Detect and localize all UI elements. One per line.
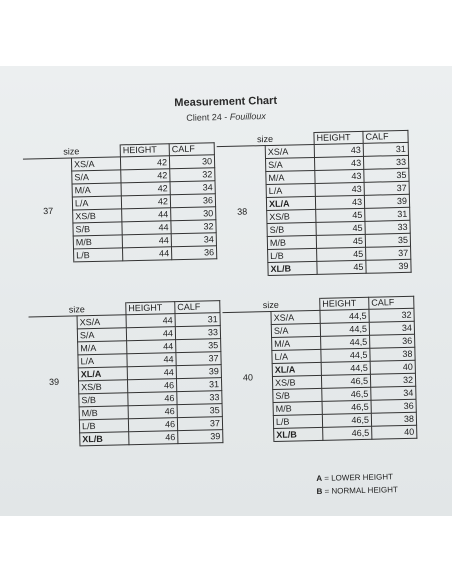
size-code-cell: XL/A [78,367,127,381]
height-cell: 46 [129,431,178,445]
size-code-cell: S/A [271,323,320,337]
calf-cell: 33 [177,391,222,405]
legend [316,470,398,498]
height-cell: 43 [315,195,364,209]
calf-cell: 33 [365,220,410,234]
size-code-cell: L/A [272,349,321,363]
height-cell: 45 [316,208,365,222]
height-cell: 46 [128,405,177,419]
calf-cell: 30 [171,207,216,221]
height-cell: 44 [122,221,171,235]
calf-cell: 33 [363,155,408,169]
calf-cell: 36 [371,399,416,413]
size-code-cell: M/A [272,336,321,350]
height-cell: 44,5 [320,322,369,336]
height-cell: 44 [122,247,171,261]
calf-cell: 32 [171,220,216,234]
size-code-cell: L/A [266,183,315,197]
height-cell: 42 [121,195,170,209]
header-calf: CALF [369,296,414,309]
height-cell: 44 [127,366,176,380]
header-size: size [28,303,126,317]
header-height: HEIGHT [320,297,369,310]
height-cell: 46,5 [322,400,371,414]
calf-cell: 37 [176,352,221,366]
calf-cell: 31 [176,378,221,392]
calf-cell: 39 [176,365,221,379]
calf-cell: 37 [177,417,222,431]
size-code-cell: M/A [72,183,121,197]
size-code-cell: XS/B [73,209,122,223]
size-code-cell: M/B [267,235,316,249]
size-code-cell: XS/A [271,310,320,324]
size-code-cell: XL/B [268,261,317,275]
size-code-cell: XL/A [272,362,321,376]
size-label: 38 [217,146,268,277]
size-code-cell: S/A [77,328,126,342]
size-code-cell: M/B [273,401,322,415]
size-code-cell: S/B [273,388,322,402]
calf-cell: 37 [364,181,409,195]
height-cell: 46 [128,418,177,432]
height-cell: 45 [317,247,366,261]
size-code-cell: XL/B [274,427,323,441]
header-size: size [216,132,314,146]
size-table-40 [222,296,417,443]
calf-cell: 32 [370,373,415,387]
height-cell: 42 [121,169,170,183]
header-height: HEIGHT [314,131,363,144]
legend-b-key: B [316,486,323,496]
height-cell: 44,5 [321,348,370,362]
height-cell: 46 [128,392,177,406]
size-table-39 [28,300,223,447]
height-cell: 46,5 [322,413,371,427]
calf-cell: 36 [170,194,215,208]
size-code-cell: XS/B [272,375,321,389]
calf-cell: 35 [177,404,222,418]
legend-a-text: = LOWER HEIGHT [321,472,394,483]
size-code-cell: M/A [78,341,127,355]
size-code-cell: XS/B [79,380,128,394]
calf-cell: 39 [364,194,409,208]
height-cell: 43 [314,143,363,157]
calf-cell: 34 [171,233,216,247]
size-label: 39 [29,316,80,447]
header-height: HEIGHT [120,144,169,157]
calf-cell: 35 [176,339,221,353]
calf-cell: 38 [370,347,415,361]
calf-cell: 38 [371,412,416,426]
size-code-cell: XS/A [265,144,314,158]
height-cell: 45 [316,221,365,235]
calf-cell: 34 [170,181,215,195]
size-code-cell: S/B [73,222,122,236]
height-cell: 43 [315,182,364,196]
calf-cell: 32 [369,308,414,322]
paper-sheet [0,66,452,516]
size-code-cell: M/B [79,406,128,420]
header-calf: CALF [169,143,214,156]
calf-cell: 39 [178,430,223,444]
height-cell: 44,5 [320,309,369,323]
size-code-cell: S/B [79,393,128,407]
calf-cell: 31 [363,142,408,156]
height-cell: 44 [122,234,171,248]
size-code-cell: L/A [78,354,127,368]
legend-b-text: = NORMAL HEIGHT [322,485,398,496]
height-cell: 46 [127,379,176,393]
chart-title: Measurement Chart [174,94,278,110]
size-table-38 [216,130,411,277]
calf-cell: 36 [370,334,415,348]
height-cell: 44 [126,314,175,328]
calf-cell: 34 [371,386,416,400]
height-cell: 44 [122,208,171,222]
size-code-cell: L/B [273,414,322,428]
calf-cell: 36 [171,246,216,260]
size-code-cell: XL/B [80,432,129,446]
header-height: HEIGHT [126,302,175,315]
client-name: Fouilloux [229,111,266,122]
calf-cell: 39 [366,259,411,273]
size-label: 37 [23,158,74,263]
height-cell: 44 [126,327,175,341]
calf-cell: 32 [170,168,215,182]
calf-cell: 35 [364,168,409,182]
legend-a-key: A [316,473,323,483]
size-code-cell: XL/A [266,196,315,210]
size-code-cell: XS/A [71,157,120,171]
height-cell: 45 [317,260,366,274]
size-code-cell: XS/A [77,315,126,329]
calf-cell: 30 [169,155,214,169]
calf-cell: 37 [366,246,411,260]
sheet-content [0,66,452,516]
height-cell: 44 [127,340,176,354]
height-cell: 43 [314,156,363,170]
header-size: size [23,145,121,159]
height-cell: 42 [121,182,170,196]
legend-b [316,483,398,498]
calf-cell: 33 [175,326,220,340]
height-cell: 45 [316,234,365,248]
height-cell: 46,5 [321,374,370,388]
calf-cell: 34 [369,321,414,335]
size-code-cell: L/B [79,419,128,433]
height-cell: 44,5 [321,361,370,375]
calf-cell: 40 [372,425,417,439]
size-code-cell: M/A [266,170,315,184]
height-cell: 46,5 [323,426,372,440]
header-calf: CALF [363,130,408,143]
size-label: 40 [222,311,273,442]
subtitle-prefix: Client 24 - [186,111,230,123]
calf-cell: 31 [175,313,220,327]
calf-cell: 31 [365,207,410,221]
size-code-cell: S/B [267,222,316,236]
height-cell: 44 [127,353,176,367]
height-cell: 44,5 [321,335,370,349]
size-code-cell: L/A [72,196,121,210]
size-code-cell: M/B [73,235,122,249]
size-code-cell: XS/B [267,209,316,223]
size-code-cell: L/B [268,248,317,262]
calf-cell: 35 [365,233,410,247]
size-table-37 [23,142,218,263]
size-code-cell: L/B [74,248,123,262]
size-code-cell: S/A [72,170,121,184]
height-cell: 43 [315,169,364,183]
header-calf: CALF [175,301,220,314]
size-code-cell: S/A [266,157,315,171]
height-cell: 42 [120,156,169,170]
header-size: size [222,298,320,312]
calf-cell: 40 [370,360,415,374]
height-cell: 46,5 [322,387,371,401]
